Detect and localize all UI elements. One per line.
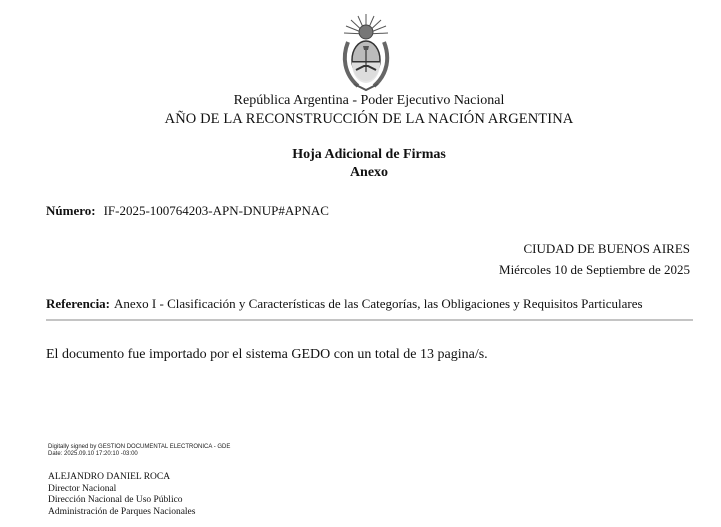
document-number-label: Número:: [46, 203, 96, 218]
divider: [46, 319, 693, 321]
digital-signature-signer: Digitally signed by GESTION DOCUMENTAL ELECTRONICA - GDE: [48, 444, 231, 450]
escudo-nacional-icon: [340, 12, 392, 92]
signer-block: [48, 472, 195, 518]
reference-label: Referencia:: [46, 296, 111, 311]
signer-office: Dirección Nacional de Uso Público: [48, 495, 183, 505]
body-text: El documento fue importado por el sistema GEDO con un total de 13 pagina/s.: [46, 347, 488, 362]
signer-organization: Administración de Parques Nacionales: [48, 506, 196, 517]
document-number-value: IF-2025-100764203-APN-DNUP#APNAC: [103, 203, 329, 218]
document-number: [46, 203, 329, 219]
reference: [46, 296, 643, 312]
signer-role: Director Nacional: [48, 483, 117, 494]
document-date: Miércoles 10 de Septiembre de 2025: [499, 262, 690, 277]
year-motto: AÑO DE LA RECONSTRUCCIÓN DE LA NACIÓN ARGENTINA: [164, 111, 574, 127]
document-title: Hoja Adicional de Firmas: [292, 147, 446, 162]
digital-signature-date: Date: 2025.09.10 17:20:10 -03:00: [48, 451, 138, 457]
digital-signature-stamp: [48, 444, 230, 458]
reference-value: Anexo I - Clasificación y Características de las Categorías, las Obligaciones y Requisitos Particulares: [114, 296, 643, 311]
location: CIUDAD DE BUENOS AIRES: [523, 241, 690, 256]
signer-name: ALEJANDRO DANIEL ROCA: [48, 472, 171, 482]
document-subtitle: Anexo: [349, 165, 389, 180]
government-header: República Argentina - Poder Ejecutivo Nacional: [233, 93, 505, 108]
